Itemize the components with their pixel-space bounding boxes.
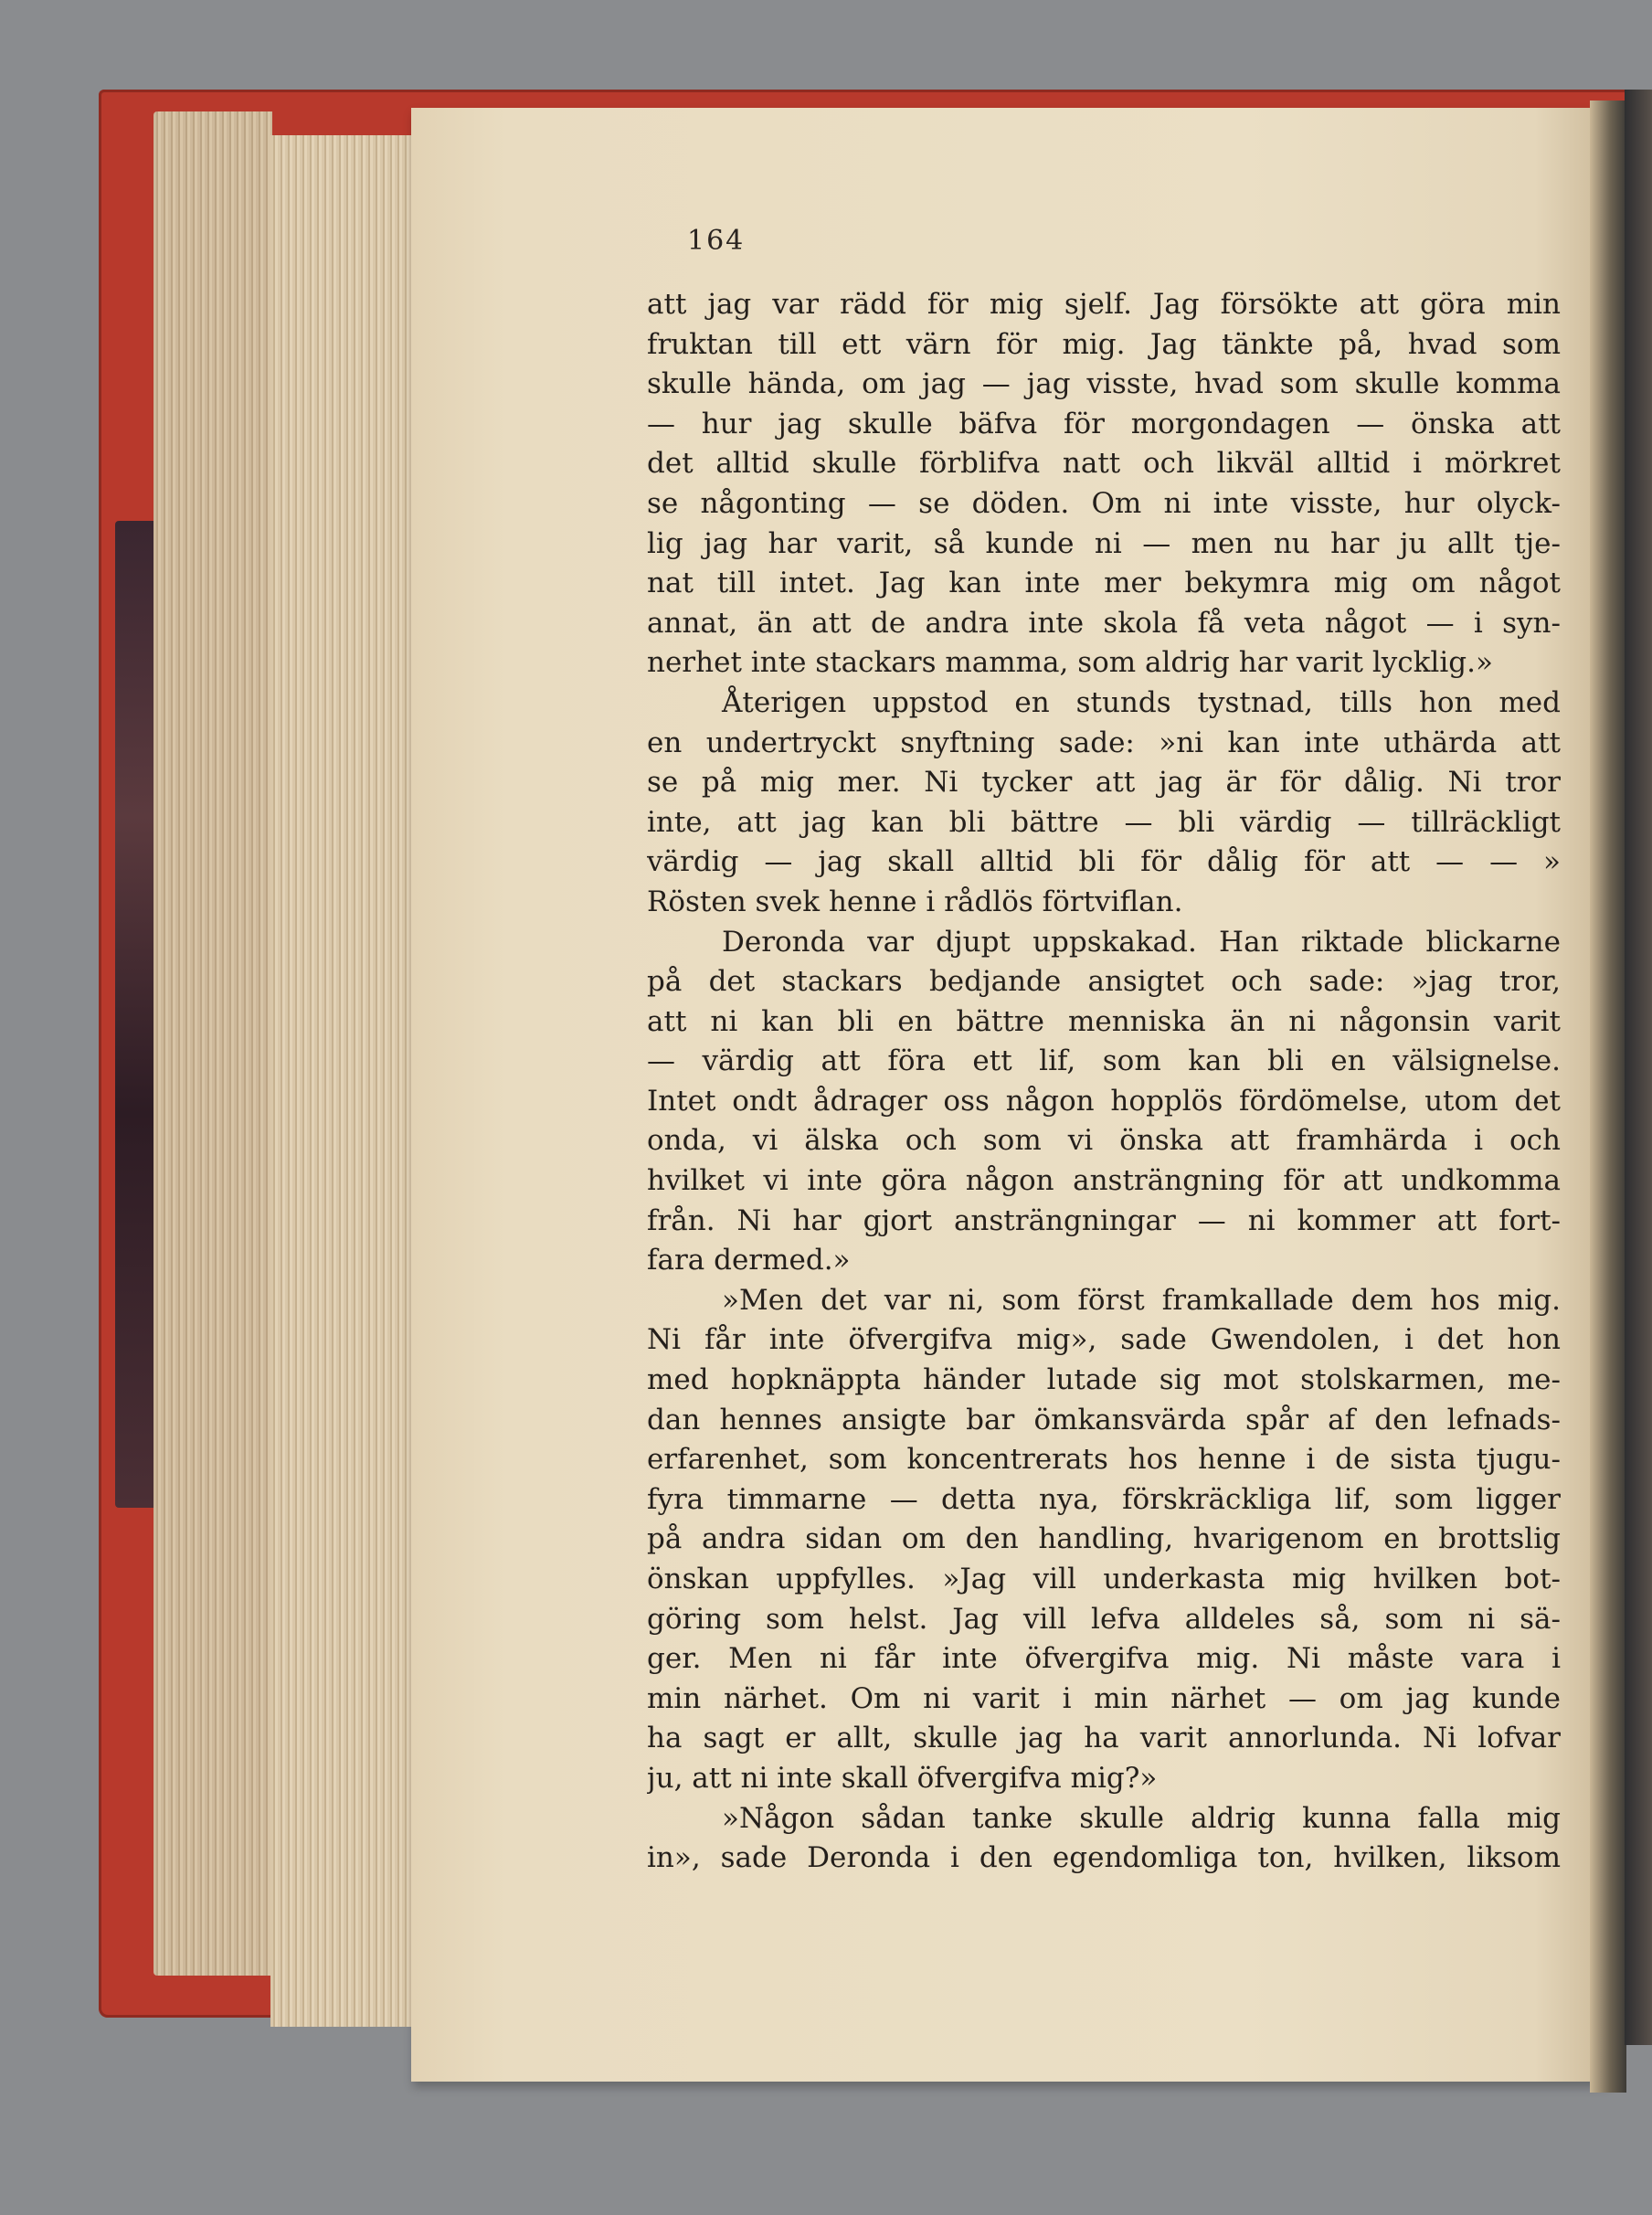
text-line: på det stackars bedjande ansigtet och sade: »jag tror, [647, 965, 1561, 999]
text-line: erfarenhet, som koncentrerats hos henne i de sista tjugu- [647, 1443, 1561, 1477]
text-line: onda, vi älska och som vi önska att framhärda i och [647, 1124, 1561, 1158]
page-edges-outer [154, 111, 272, 1976]
text-line: värdig — jag skall alltid bli för dålig för att — — » [647, 845, 1561, 879]
text-line: det alltid skulle förblifva natt och likväl alltid i mörkret [647, 447, 1561, 481]
text-line: ger. Men ni får inte öfvergifva mig. Ni måste vara i [647, 1642, 1561, 1676]
text-line: ha sagt er allt, skulle jag ha varit annorlunda. Ni lofvar [647, 1722, 1561, 1755]
text-line: önskan uppfylles. »Jag vill underkasta mig hvilken bot- [647, 1563, 1561, 1595]
text-line: göring som helst. Jag vill lefva alldeles så, som ni sä- [647, 1602, 1561, 1636]
text-line: Deronda var djupt uppskakad. Han riktade blickarne [722, 925, 1561, 959]
text-line: Ni får inte öfvergifva mig», sade Gwendolen, i det hon [647, 1323, 1561, 1357]
text-line: med hopknäppta händer lutade sig mot stolskarmen, me- [647, 1363, 1561, 1397]
text-line: annat, än att de andra inte skola få veta något — i syn- [647, 606, 1561, 640]
text-line: Rösten svek henne i rådlös förtviflan. [647, 885, 1183, 918]
page-number: 164 [687, 225, 746, 257]
page-gutter [1590, 101, 1626, 2093]
text-line: att ni kan bli en bättre menniska än ni någonsin varit [647, 1004, 1561, 1038]
text-line: fyra timmarne — detta nya, förskräckliga lif, som ligger [647, 1482, 1561, 1516]
text-line: från. Ni har gjort ansträngningar — ni kommer att fort- [647, 1203, 1561, 1237]
text-line: fara dermed.» [647, 1244, 851, 1277]
text-line: ju, att ni inte skall öfvergifva mig?» [647, 1761, 1158, 1795]
text-line: på andra sidan om den handling, hvarigenom en brottslig [647, 1522, 1561, 1556]
text-line: »Men det var ni, som först framkallade dem hos mig. [722, 1283, 1561, 1317]
text-line: Intet ondt ådrager oss någon hopplös fördömelse, utom det [647, 1084, 1561, 1118]
text-line: in», sade Deronda i den egendomliga ton, hvilken, liksom [647, 1841, 1561, 1875]
text-line: se någonting — se döden. Om ni inte visste, hur olyck- [647, 486, 1561, 520]
text-line: min närhet. Om ni varit i min närhet — om jag kunde [647, 1681, 1561, 1715]
text-line: nerhet inte stackars mamma, som aldrig har varit lycklig.» [647, 646, 1493, 680]
text-line: se på mig mer. Ni tycker att jag är för dålig. Ni tror [647, 766, 1561, 800]
text-line: — värdig att föra ett lif, som kan bli en välsignelse. [647, 1044, 1561, 1078]
text-line: — hur jag skulle bäfva för morgondagen — önska att [647, 407, 1561, 440]
facing-page-edge [1625, 90, 1652, 2045]
page-edges-inner [270, 135, 417, 2027]
text-line: skulle hända, om jag — jag visste, hvad som skulle komma [647, 367, 1561, 401]
text-line: inte, att jag kan bli bättre — bli värdig — tillräckligt [647, 805, 1561, 839]
text-line: fruktan till ett värn för mig. Jag tänkte på, hvad som [647, 327, 1561, 361]
text-line: en undertryckt snyftning sade: »ni kan inte uthärda att [647, 726, 1561, 759]
text-line: lig jag har varit, så kunde ni — men nu har ju allt tje- [647, 526, 1561, 560]
text-line: nat till intet. Jag kan inte mer bekymra mig om något [647, 567, 1561, 600]
text-line: hvilket vi inte göra någon ansträngning för att undkomma [647, 1164, 1561, 1198]
text-line: att jag var rädd för mig sjelf. Jag försökte att göra min [647, 288, 1561, 321]
body-text [647, 285, 1561, 1879]
text-line: Återigen uppstod en stunds tystnad, tills hon med [722, 685, 1561, 719]
text-line: »Någon sådan tanke skulle aldrig kunna falla mig [722, 1801, 1561, 1835]
text-line: dan hennes ansigte bar ömkansvärda spår af den lefnads- [647, 1403, 1561, 1436]
